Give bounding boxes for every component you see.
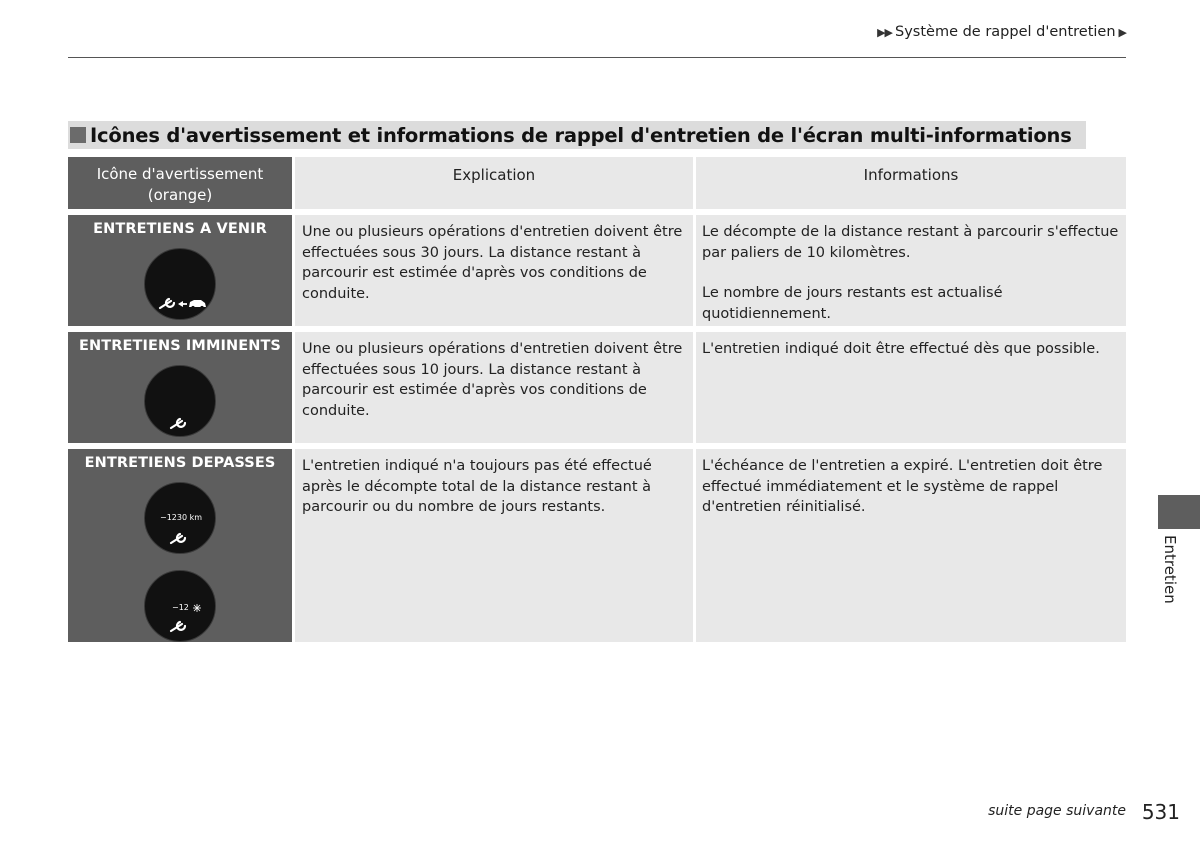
info-text: L'échéance de l'entretien a expiré. L'entretien doit être effectué immédiatement et le système de rappel d'entretien réinitialisé. [702, 458, 1103, 515]
row-title: ENTRETIENS IMMINENTS [79, 338, 281, 354]
chapter-tab [1158, 495, 1200, 529]
table-row [68, 449, 1126, 642]
explanation-text: Une ou plusieurs opérations d'entretien doivent être effectuées sous 10 jours. La distance restant à parcourir est estimée d'après vos conditions de conduite. [302, 341, 683, 419]
wrench-car-icon [144, 248, 216, 320]
header-explanation-column: Explication [295, 157, 693, 209]
double-arrow-icon: ▶▶ [877, 25, 892, 39]
arrow-icon: ▶ [1118, 25, 1126, 39]
wrench-icon [144, 365, 216, 437]
continued-note: suite page suivante [988, 803, 1126, 819]
table-row [68, 215, 1126, 326]
wrench-days-icon [144, 570, 216, 642]
page-number: 531 [1141, 800, 1180, 824]
table-header-row [68, 157, 1126, 209]
days-readout: −12 [172, 603, 189, 612]
explanation-cell [295, 332, 693, 443]
square-bullet-icon [70, 127, 86, 143]
info-text: Le décompte de la distance restant à parcourir s'effectue par paliers de 10 kilomètres. [702, 224, 1119, 261]
icon-cell [68, 215, 292, 326]
header-icon-column: Icône d'avertissement (orange) [68, 157, 292, 209]
breadcrumb [877, 24, 1126, 40]
icon-cell [68, 449, 292, 642]
row-title: ENTRETIENS DEPASSES [84, 455, 276, 471]
distance-readout: −1230 km [160, 513, 203, 522]
maintenance-icons-table [68, 157, 1126, 648]
info-cell [696, 215, 1126, 326]
info-cell [696, 449, 1126, 642]
explanation-cell [295, 215, 693, 326]
header-rule [68, 57, 1126, 58]
header-info-column: Informations [696, 157, 1126, 209]
chapter-label: Entretien [1161, 535, 1179, 604]
table-row [68, 332, 1126, 443]
wrench-distance-icon [144, 482, 216, 554]
row-title: ENTRETIENS A VENIR [93, 221, 267, 237]
info-cell [696, 332, 1126, 443]
breadcrumb-text: Système de rappel d'entretien [895, 24, 1116, 40]
icon-cell [68, 332, 292, 443]
explanation-cell [295, 449, 693, 642]
explanation-text: L'entretien indiqué n'a toujours pas été effectué après le décompte total de la distance restant à parcourir ou du nombre de jours restants. [302, 458, 652, 515]
info-text: L'entretien indiqué doit être effectué dès que possible. [702, 341, 1100, 357]
explanation-text: Une ou plusieurs opérations d'entretien doivent être effectuées sous 30 jours. La distance restant à parcourir est estimée d'après vos conditions de conduite. [302, 224, 683, 302]
section-heading [68, 121, 1086, 149]
info-text: Le nombre de jours restants est actualisé quotidiennement. [702, 285, 1003, 322]
section-title: Icônes d'avertissement et informations de rappel d'entretien de l'écran multi-informations [90, 123, 1072, 147]
